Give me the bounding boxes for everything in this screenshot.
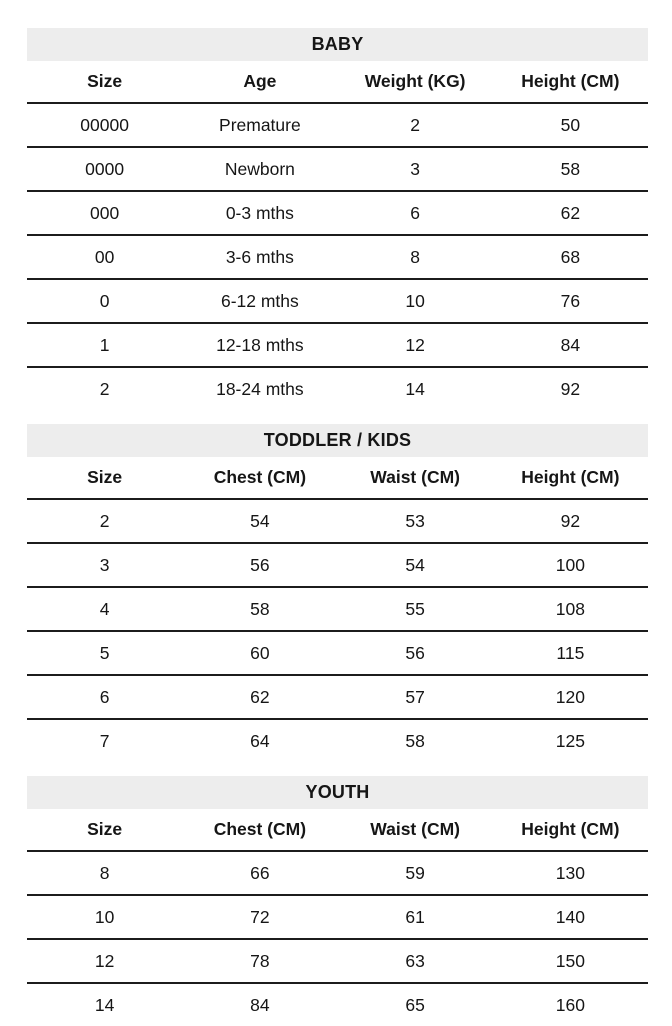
table-cell: 140 — [555, 906, 585, 927]
table-row — [27, 543, 648, 587]
table-row — [27, 147, 648, 191]
table-cell: 1 — [99, 334, 110, 355]
toddler-kids-table-title: TODDLER / KIDS — [27, 424, 648, 457]
table-cell: 53 — [405, 510, 425, 531]
table-cell: 120 — [555, 686, 585, 707]
column-header-size: Size — [87, 71, 123, 91]
header-row — [27, 809, 648, 851]
table-row — [27, 631, 648, 675]
table-cell: 68 — [560, 246, 581, 267]
table-cell: 72 — [250, 906, 270, 927]
table-cell: 14 — [405, 378, 425, 399]
table-row — [27, 279, 648, 323]
table-cell: 64 — [250, 730, 270, 751]
table-cell: 8 — [99, 862, 110, 883]
column-header-size: Size — [87, 819, 123, 839]
table-cell: 6 — [410, 202, 420, 223]
table-cell: 57 — [405, 686, 425, 707]
table-cell: 62 — [250, 686, 270, 707]
column-header-weight: Weight (KG) — [364, 71, 466, 91]
table-cell: 000 — [90, 202, 120, 223]
table-cell: 2 — [410, 114, 420, 135]
table-cell: Premature — [219, 114, 301, 135]
column-header-waist: Waist (CM) — [370, 819, 460, 839]
table-cell: 60 — [250, 642, 270, 663]
table-cell: 58 — [405, 730, 425, 751]
table-cell: 0-3 mths — [225, 202, 294, 223]
table-cell: 62 — [560, 202, 581, 223]
table-row — [27, 323, 648, 367]
table-cell: 100 — [555, 554, 585, 575]
column-header-height: Height (CM) — [521, 819, 620, 839]
table-cell: 00000 — [80, 114, 129, 135]
table-cell: 5 — [99, 642, 110, 663]
youth-table — [27, 776, 648, 1026]
table-cell: 3 — [410, 158, 420, 179]
table-cell: 56 — [250, 554, 270, 575]
table-cell: 108 — [555, 598, 585, 619]
table-row — [27, 367, 648, 410]
table-cell: 58 — [560, 158, 581, 179]
table-cell: 125 — [555, 730, 585, 751]
table-row — [27, 191, 648, 235]
table-cell: 84 — [560, 334, 581, 355]
table-cell: 0 — [99, 290, 110, 311]
table-cell: Newborn — [224, 158, 295, 179]
table-row — [27, 235, 648, 279]
table-cell: 58 — [250, 598, 270, 619]
toddler-kids-table-grid — [27, 457, 648, 762]
table-cell: 4 — [99, 598, 110, 619]
table-cell: 160 — [555, 994, 585, 1015]
table-cell: 56 — [405, 642, 425, 663]
header-row — [27, 61, 648, 103]
column-header-size: Size — [87, 467, 123, 487]
table-row — [27, 719, 648, 762]
table-cell: 115 — [556, 642, 585, 663]
youth-table-title: YOUTH — [27, 776, 648, 809]
table-cell: 59 — [405, 862, 425, 883]
column-header-waist: Waist (CM) — [370, 467, 460, 487]
table-cell: 12 — [405, 334, 425, 355]
table-cell: 92 — [560, 378, 581, 399]
toddler-kids-table — [27, 424, 648, 762]
table-row — [27, 895, 648, 939]
table-cell: 7 — [99, 730, 110, 751]
column-header-chest: Chest (CM) — [213, 819, 307, 839]
table-cell: 54 — [250, 510, 270, 531]
table-cell: 6 — [99, 686, 110, 707]
table-cell: 18-24 mths — [216, 378, 304, 399]
table-cell: 0000 — [85, 158, 125, 179]
table-row — [27, 939, 648, 983]
baby-table-grid — [27, 61, 648, 410]
table-cell: 63 — [405, 950, 425, 971]
table-cell: 10 — [94, 906, 115, 927]
table-row — [27, 851, 648, 895]
table-cell: 2 — [99, 510, 110, 531]
table-cell: 55 — [405, 598, 425, 619]
table-cell: 14 — [94, 994, 115, 1015]
table-cell: 65 — [405, 994, 425, 1015]
table-row — [27, 587, 648, 631]
table-cell: 3-6 mths — [225, 246, 294, 267]
table-cell: 84 — [250, 994, 270, 1015]
table-cell: 130 — [555, 862, 585, 883]
header-row — [27, 457, 648, 499]
table-cell: 00 — [94, 246, 115, 267]
table-cell: 76 — [560, 290, 581, 311]
table-cell: 92 — [560, 510, 581, 531]
table-row — [27, 103, 648, 147]
table-cell: 10 — [405, 290, 425, 311]
table-row — [27, 675, 648, 719]
table-cell: 66 — [250, 862, 270, 883]
table-cell: 54 — [405, 554, 425, 575]
table-cell: 150 — [555, 950, 585, 971]
table-cell: 78 — [250, 950, 270, 971]
table-cell: 2 — [99, 378, 110, 399]
column-header-age: Age — [243, 71, 277, 91]
baby-table-title: BABY — [27, 28, 648, 61]
youth-table-grid — [27, 809, 648, 1026]
table-cell: 6-12 mths — [220, 290, 299, 311]
baby-table — [27, 28, 648, 410]
column-header-chest: Chest (CM) — [213, 467, 307, 487]
table-cell: 12 — [94, 950, 115, 971]
table-row — [27, 983, 648, 1026]
table-row — [27, 499, 648, 543]
table-cell: 12-18 mths — [216, 334, 304, 355]
table-cell: 50 — [560, 114, 581, 135]
table-cell: 61 — [405, 906, 425, 927]
table-cell: 3 — [99, 554, 110, 575]
column-header-height: Height (CM) — [521, 467, 620, 487]
table-cell: 8 — [410, 246, 420, 267]
column-header-height: Height (CM) — [521, 71, 620, 91]
